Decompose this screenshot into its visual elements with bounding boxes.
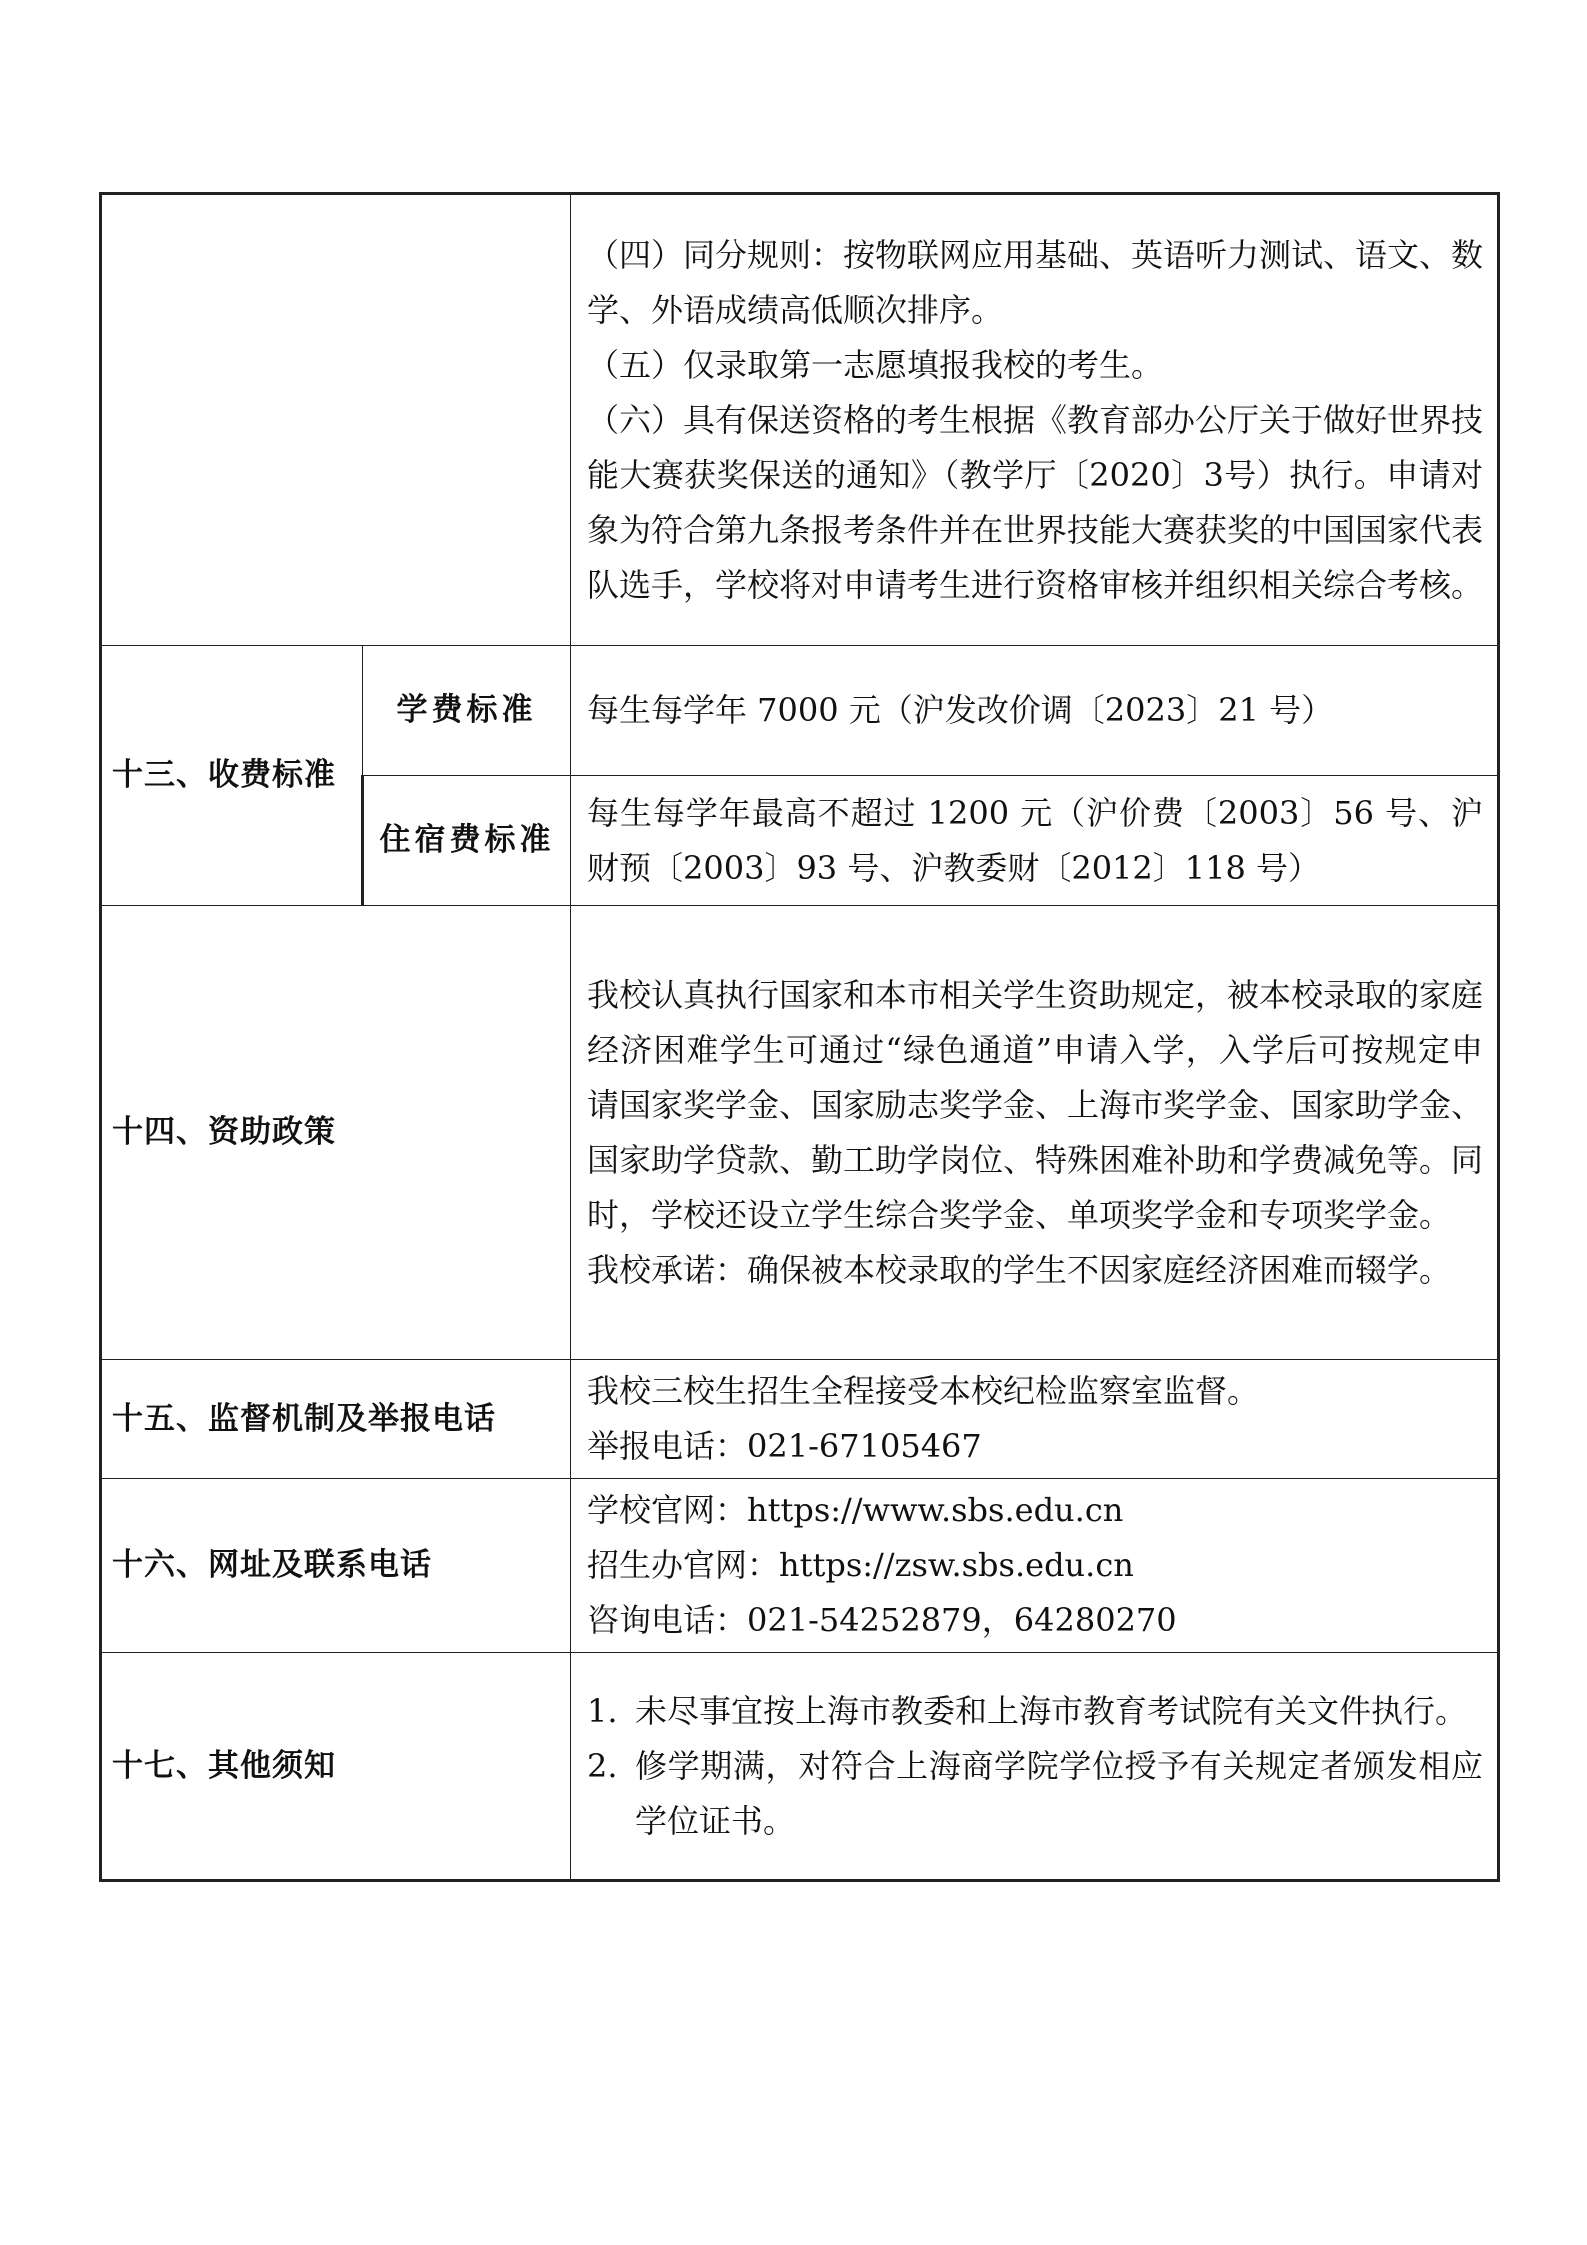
row-supervision — [101, 1360, 1499, 1479]
school-website[interactable]: 学校官网：https://www.sbs.edu.cn — [587, 1491, 1124, 1529]
notes-list — [587, 1684, 1483, 1849]
fees-label: 十三、收费标准 — [101, 646, 363, 906]
row-contact — [101, 1479, 1499, 1653]
row-other — [101, 1653, 1499, 1881]
row-tuition — [101, 646, 1499, 776]
note-number: 2. — [587, 1746, 618, 1785]
inquiry-phone: 咨询电话：021-54252879，64280270 — [587, 1601, 1177, 1639]
note-number: 1. — [587, 1691, 618, 1730]
report-phone: 举报电话：021-67105467 — [587, 1427, 982, 1465]
rule-six: （六）具有保送资格的考生根据《教育部办公厅关于做好世界技能大赛获奖保送的通知》（教学厅〔2020〕3号）执行。申请对象为符合第九条报考条件并在世界技能大赛获奖的中国国家代表队选手，学校将对申请考生进行资格审核并组织相关综合考核。 — [587, 400, 1484, 604]
dorm-value: 每生每学年最高不超过 1200 元（沪价费〔2003〕56 号、沪财预〔2003〕93 号、沪教委财〔2012〕118 号） — [571, 776, 1499, 906]
row-continued-rules — [101, 194, 1499, 646]
aid-paragraph: 我校认真执行国家和本市相关学生资助规定，被本校录取的家庭经济困难学生可通过“绿色通道”申请入学，入学后可按规定申请国家奖学金、国家励志奖学金、上海市奖学金、国家助学金、国家助学贷款、勤工助学岗位、特殊困难补助和学费减免等。同时，学校还设立学生综合奖学金、单项奖学金和专项奖学金。 — [587, 975, 1484, 1234]
list-item — [587, 1739, 1483, 1849]
tuition-value: 每生每学年 7000 元（沪发改价调〔2023〕21 号） — [571, 646, 1499, 776]
dorm-label: 住宿费标准 — [363, 776, 571, 906]
aid-content — [571, 906, 1499, 1360]
tuition-label: 学费标准 — [363, 646, 571, 776]
note-text: 修学期满，对符合上海商学院学位授予有关规定者颁发相应学位证书。 — [635, 1746, 1483, 1840]
empty-label-cell — [101, 194, 571, 646]
rule-five: （五）仅录取第一志愿填报我校的考生。 — [587, 345, 1164, 384]
aid-promise: 我校承诺：确保被本校录取的学生不因家庭经济困难而辍学。 — [587, 1250, 1452, 1289]
supervision-text: 我校三校生招生全程接受本校纪检监察室监督。 — [587, 1372, 1260, 1410]
contact-content — [571, 1479, 1499, 1653]
admission-rules-table — [99, 192, 1500, 1882]
supervision-label: 十五、监督机制及举报电话 — [101, 1360, 571, 1479]
row-aid — [101, 906, 1499, 1360]
admissions-website[interactable]: 招生办官网：https://zsw.sbs.edu.cn — [587, 1546, 1134, 1584]
aid-label: 十四、资助政策 — [101, 906, 571, 1360]
rule-four: （四）同分规则：按物联网应用基础、英语听力测试、语文、数学、外语成绩高低顺次排序。 — [587, 235, 1484, 329]
other-label: 十七、其他须知 — [101, 1653, 571, 1881]
note-text: 未尽事宜按上海市教委和上海市教育考试院有关文件执行。 — [635, 1691, 1468, 1730]
list-item — [587, 1684, 1483, 1739]
other-content — [571, 1653, 1499, 1881]
supervision-content — [571, 1360, 1499, 1479]
contact-label: 十六、网址及联系电话 — [101, 1479, 571, 1653]
continued-rules-content — [571, 194, 1499, 646]
